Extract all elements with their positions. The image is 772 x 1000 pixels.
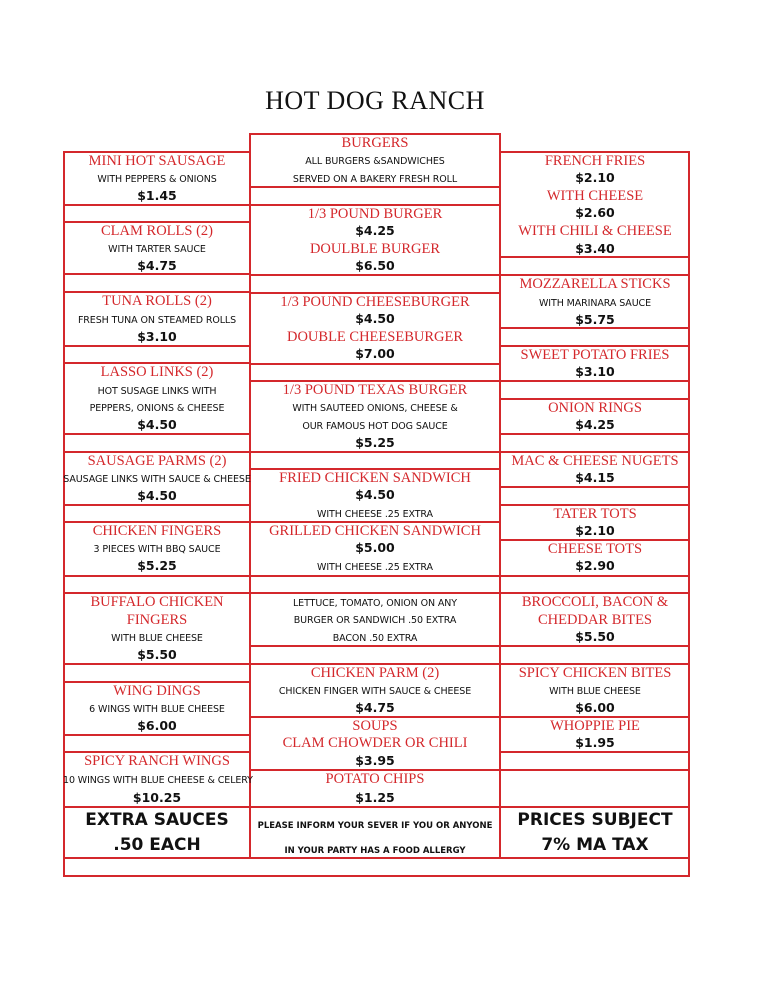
item-price: $3.40	[575, 241, 615, 256]
middle-column	[250, 0, 500, 1000]
item-description: PEPPERS, ONIONS & CHEESE	[89, 403, 225, 414]
tax-rate: 7% MA TAX	[541, 835, 649, 855]
item-name: FRENCH FRIES	[544, 153, 646, 169]
item-name: TATER TOTS	[553, 506, 637, 522]
section-heading: BURGERS	[341, 135, 409, 151]
item-name: WHOPPIE PIE	[550, 718, 640, 734]
item-name: SAUSAGE PARMS (2)	[87, 453, 227, 469]
item-price: $4.50	[137, 417, 177, 432]
tax-label: PRICES SUBJECT	[517, 810, 673, 830]
item-name: BUFFALO CHICKEN	[90, 594, 224, 610]
item-price: $4.75	[355, 700, 395, 715]
item-name: CHICKEN PARM (2)	[310, 665, 440, 681]
section-note: ALL BURGERS &SANDWICHES	[305, 156, 445, 167]
allergy-notice-line: PLEASE INFORM YOUR SEVER IF YOU OR ANYONE	[257, 821, 493, 831]
item-description: WITH TARTER SAUCE	[108, 244, 206, 255]
item-description: SAUSAGE LINKS WITH SAUCE & CHEESE	[63, 474, 251, 485]
item-description: WITH CHEESE .25 EXTRA	[317, 509, 433, 520]
item-description: WITH BLUE CHEESE	[111, 633, 203, 644]
item-name: FRIED CHICKEN SANDWICH	[279, 470, 471, 486]
item-price: $10.25	[132, 790, 182, 805]
item-name: DOULBLE BURGER	[309, 241, 441, 257]
item-price: $1.45	[137, 188, 177, 203]
item-price: $1.95	[575, 735, 615, 750]
page-title: HOT DOG RANCH	[265, 86, 485, 115]
item-price: $5.50	[575, 629, 615, 644]
section-note: SERVED ON A BAKERY FRESH ROLL	[292, 174, 458, 185]
item-name: DOUBLE CHEESEBURGER	[286, 329, 464, 345]
item-price: $5.25	[355, 435, 395, 450]
item-price: $2.10	[575, 170, 615, 185]
item-price: $5.25	[137, 558, 177, 573]
item-price: $6.50	[355, 258, 395, 273]
item-name: SPICY RANCH WINGS	[84, 753, 230, 769]
item-price: $3.95	[355, 753, 395, 768]
item-price: $6.00	[137, 718, 177, 733]
item-name: MOZZARELLA STICKS	[519, 276, 671, 292]
item-name: TUNA ROLLS (2)	[102, 293, 212, 309]
item-price: $5.75	[575, 312, 615, 327]
item-price: $1.25	[355, 790, 395, 805]
item-description: WITH BLUE CHEESE	[549, 686, 641, 697]
right-column	[500, 0, 690, 1000]
item-price: $7.00	[355, 346, 395, 361]
item-name: CHEDDAR BITES	[538, 612, 652, 628]
item-description: CHICKEN FINGER WITH SAUCE & CHEESE	[278, 686, 472, 697]
item-price: $4.50	[355, 487, 395, 502]
item-description: WITH PEPPERS & ONIONS	[97, 174, 217, 185]
item-price: $6.00	[575, 700, 615, 715]
toppings-line: BURGER OR SANDWICH .50 EXTRA	[293, 615, 457, 626]
item-name: WITH CHILI & CHEESE	[518, 223, 672, 239]
item-price: $5.50	[137, 647, 177, 662]
item-name: CHICKEN FINGERS	[92, 523, 222, 539]
toppings-line: BACON .50 EXTRA	[332, 633, 418, 644]
item-name: WING DINGS	[113, 683, 201, 699]
item-name: FINGERS	[126, 612, 188, 628]
item-price: $4.75	[137, 258, 177, 273]
item-name: GRILLED CHICKEN SANDWICH	[269, 523, 481, 539]
item-price: $2.60	[575, 205, 615, 220]
item-price: $2.10	[575, 523, 615, 538]
item-description: WITH MARINARA SAUCE	[539, 298, 651, 309]
extra-sauces-price: .50 EACH	[113, 835, 201, 855]
item-description: WITH SAUTEED ONIONS, CHEESE &	[292, 403, 458, 414]
item-price: $5.00	[355, 540, 395, 555]
item-description: 10 WINGS WITH BLUE CHEESE & CELERY	[63, 775, 253, 786]
item-description: WITH CHEESE .25 EXTRA	[317, 562, 433, 573]
item-name: SWEET POTATO FRIES	[520, 347, 670, 363]
item-name: CLAM CHOWDER OR CHILI	[282, 735, 468, 751]
item-price: $4.50	[355, 311, 395, 326]
toppings-line: LETTUCE, TOMATO, ONION ON ANY	[292, 598, 458, 609]
item-name: WITH CHEESE	[546, 188, 644, 204]
item-price: $4.25	[575, 417, 615, 432]
item-price: $3.10	[137, 329, 177, 344]
item-name: 1/3 POUND BURGER	[307, 206, 443, 222]
allergy-notice-line: IN YOUR PARTY HAS A FOOD ALLERGY	[284, 846, 466, 856]
item-name: MAC & CHEESE NUGETS	[511, 453, 679, 469]
extra-sauces-label: EXTRA SAUCES	[85, 810, 229, 830]
item-name: POTATO CHIPS	[325, 771, 425, 787]
item-description: OUR FAMOUS HOT DOG SAUCE	[302, 421, 448, 432]
item-name: CLAM ROLLS (2)	[101, 223, 213, 239]
item-description: 6 WINGS WITH BLUE CHEESE	[89, 704, 225, 715]
left-column	[63, 0, 251, 1000]
item-name: 1/3 POUND TEXAS BURGER	[282, 382, 468, 398]
item-name: 1/3 POUND CHEESEBURGER	[280, 294, 470, 310]
section-heading: SOUPS	[352, 718, 398, 734]
item-price: $4.50	[137, 488, 177, 503]
item-name: LASSO LINKS (2)	[100, 364, 214, 380]
item-name: MINI HOT SAUSAGE	[88, 153, 226, 169]
item-name: SPICY CHICKEN BITES	[518, 665, 672, 681]
item-description: HOT SUSAGE LINKS WITH	[97, 386, 217, 397]
item-name: CHEESE TOTS	[547, 541, 643, 557]
item-price: $2.90	[575, 558, 615, 573]
item-description: FRESH TUNA ON STEAMED ROLLS	[77, 315, 237, 326]
item-name: ONION RINGS	[548, 400, 642, 416]
item-name: BROCCOLI, BACON &	[521, 594, 669, 610]
item-price: $3.10	[575, 364, 615, 379]
item-price: $4.15	[575, 470, 615, 485]
item-description: 3 PIECES WITH BBQ SAUCE	[93, 544, 221, 555]
item-price: $4.25	[355, 223, 395, 238]
